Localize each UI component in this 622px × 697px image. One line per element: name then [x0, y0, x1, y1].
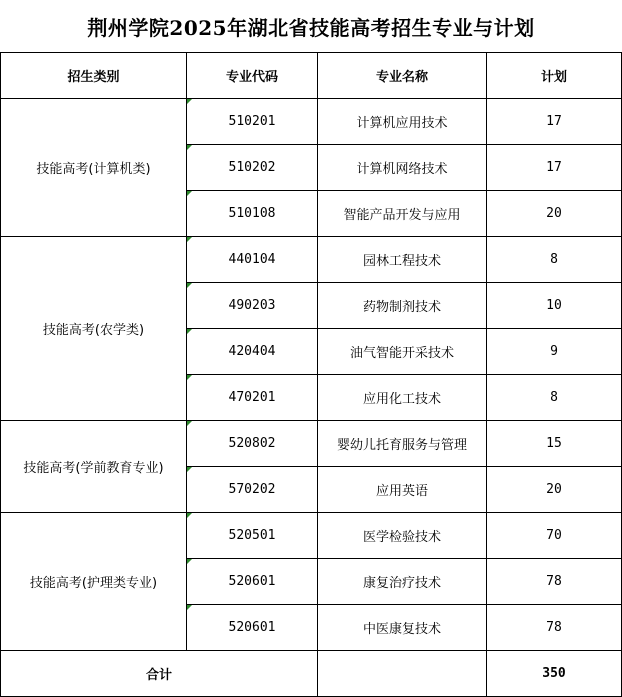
header-name: 专业名称: [318, 53, 487, 99]
major-name-cell: 应用化工技术: [318, 375, 487, 421]
category-cell: 技能高考(农学类): [1, 237, 187, 421]
code-cell: 570202: [187, 467, 318, 513]
header-code: 专业代码: [187, 53, 318, 99]
category-cell: 技能高考(护理类专业): [1, 513, 187, 651]
major-name-cell: 园林工程技术: [318, 237, 487, 283]
code-cell: 440104: [187, 237, 318, 283]
plan-cell: 17: [487, 145, 622, 191]
total-value: 350: [487, 651, 622, 697]
table-row: [1, 513, 622, 559]
plan-cell: 20: [487, 191, 622, 237]
plan-cell: 8: [487, 375, 622, 421]
major-name-cell: 油气智能开采技术: [318, 329, 487, 375]
code-cell: 520802: [187, 421, 318, 467]
enrollment-plan-table: [0, 52, 622, 697]
plan-cell: 8: [487, 237, 622, 283]
major-name-cell: 应用英语: [318, 467, 487, 513]
code-cell: 470201: [187, 375, 318, 421]
plan-cell: 78: [487, 559, 622, 605]
header-category: 招生类别: [1, 53, 187, 99]
table-row: [1, 421, 622, 467]
major-name-cell: 药物制剂技术: [318, 283, 487, 329]
table-body: [1, 99, 622, 697]
category-cell: 技能高考(计算机类): [1, 99, 187, 237]
code-cell: 510202: [187, 145, 318, 191]
code-cell: 510108: [187, 191, 318, 237]
plan-cell: 78: [487, 605, 622, 651]
code-cell: 510201: [187, 99, 318, 145]
code-cell: 420404: [187, 329, 318, 375]
major-name-cell: 计算机网络技术: [318, 145, 487, 191]
plan-cell: 10: [487, 283, 622, 329]
code-cell: 520501: [187, 513, 318, 559]
total-spacer: [318, 651, 487, 697]
code-cell: 490203: [187, 283, 318, 329]
plan-cell: 9: [487, 329, 622, 375]
major-name-cell: 婴幼儿托育服务与管理: [318, 421, 487, 467]
table-row: [1, 237, 622, 283]
plan-cell: 17: [487, 99, 622, 145]
table-header-row: [1, 53, 622, 99]
header-plan: 计划: [487, 53, 622, 99]
major-name-cell: 中医康复技术: [318, 605, 487, 651]
total-label: 合计: [1, 651, 318, 697]
table-row: [1, 99, 622, 145]
major-name-cell: 计算机应用技术: [318, 99, 487, 145]
major-name-cell: 康复治疗技术: [318, 559, 487, 605]
major-name-cell: 智能产品开发与应用: [318, 191, 487, 237]
total-row: [1, 651, 622, 697]
code-cell: 520601: [187, 605, 318, 651]
page-title: 荆州学院2025年湖北省技能高考招生专业与计划: [87, 15, 535, 40]
category-cell: 技能高考(学前教育专业): [1, 421, 187, 513]
plan-cell: 20: [487, 467, 622, 513]
plan-cell: 15: [487, 421, 622, 467]
plan-cell: 70: [487, 513, 622, 559]
code-cell: 520601: [187, 559, 318, 605]
major-name-cell: 医学检验技术: [318, 513, 487, 559]
